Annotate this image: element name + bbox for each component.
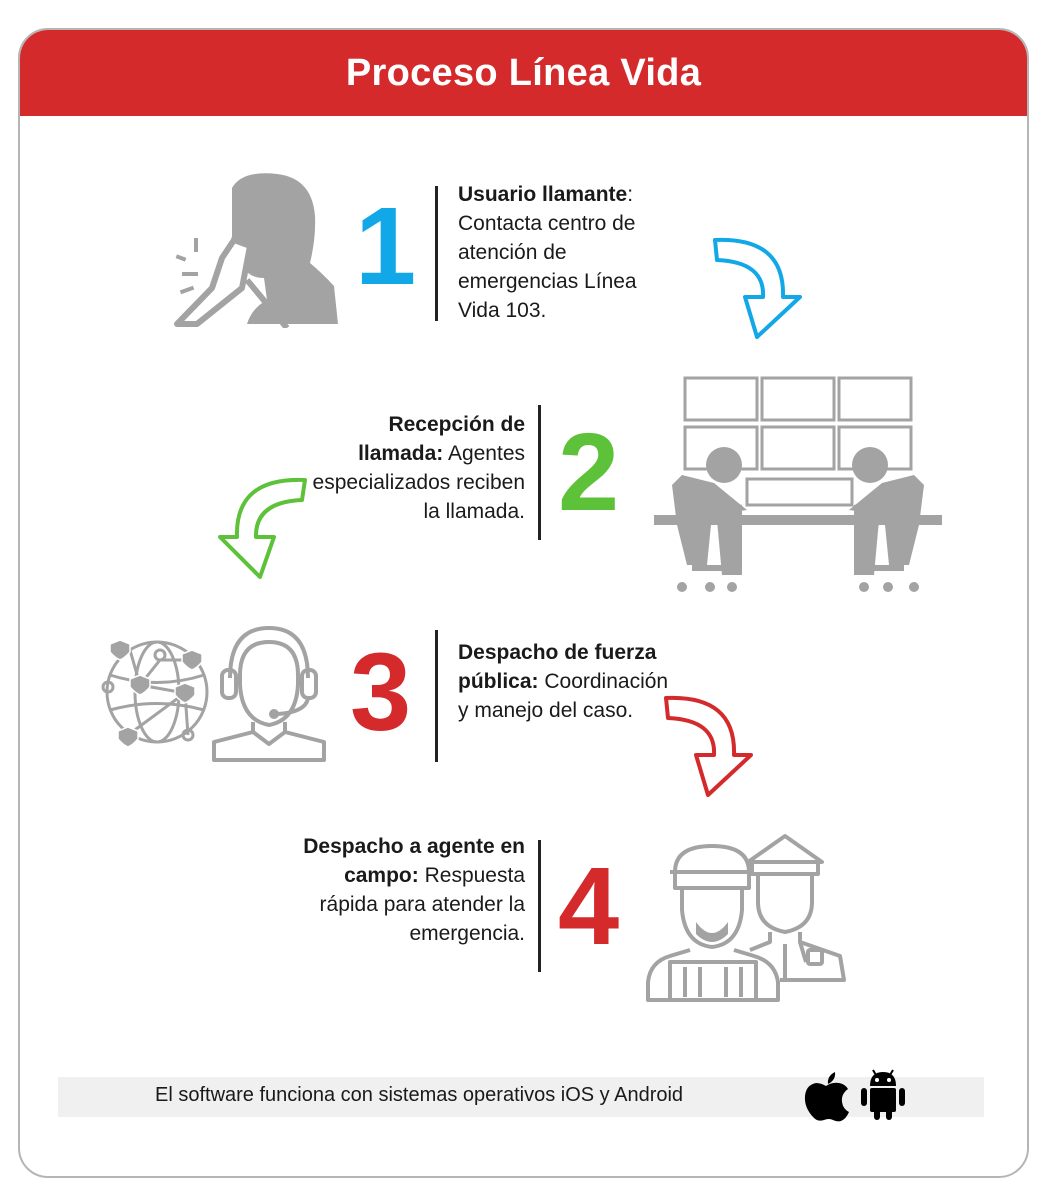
- step-4-body: Respuesta rápida para atender la emergencia.: [319, 864, 525, 945]
- arrow-1-icon: [705, 232, 810, 344]
- step-3-divider: [435, 630, 438, 762]
- step-1-body: Contacta centro de atención de emergencias Línea Vida 103.: [458, 212, 637, 322]
- step-3-body: Coordinación y manejo del caso.: [458, 670, 669, 722]
- soldier-police-icon: [640, 832, 850, 1004]
- step-2-number: 2: [558, 411, 620, 534]
- title-banner: [20, 30, 1027, 116]
- step-1-number: 1: [355, 185, 417, 308]
- step-3-number: 3: [350, 631, 412, 754]
- step-3-text: [458, 638, 678, 725]
- step-4-divider: [538, 840, 541, 972]
- operator-headset-icon: [208, 620, 330, 762]
- step-1-separator: :: [627, 183, 634, 206]
- arrow-3-icon: [658, 690, 760, 800]
- page-title: Proceso Línea Vida: [345, 51, 702, 94]
- step-4-heading: Despacho a agente en campo:: [303, 835, 525, 887]
- footer-text: El software funciona con sistemas operativos iOS y Android: [155, 1084, 684, 1106]
- step-2-body: Agentes especializados reciben la llamada.: [312, 442, 525, 523]
- step-1-text: [458, 180, 678, 325]
- step-1-heading: Usuario llamante: [458, 183, 628, 206]
- step-2-heading: Recepción de llamada:: [358, 413, 525, 465]
- step-4-number: 4: [558, 845, 620, 968]
- arrow-2-icon: [210, 472, 312, 582]
- step-1-divider: [435, 186, 438, 321]
- control-room-icon: [652, 375, 944, 595]
- network-security-icon: [100, 635, 215, 750]
- apple-icon: [802, 1068, 850, 1122]
- step-2-divider: [538, 405, 541, 540]
- step-3-heading: Despacho de fuerza pública:: [458, 641, 657, 693]
- step-2-text: [300, 410, 525, 526]
- caller-icon: [172, 168, 342, 328]
- android-icon: [860, 1068, 906, 1122]
- step-4-text: [290, 832, 525, 948]
